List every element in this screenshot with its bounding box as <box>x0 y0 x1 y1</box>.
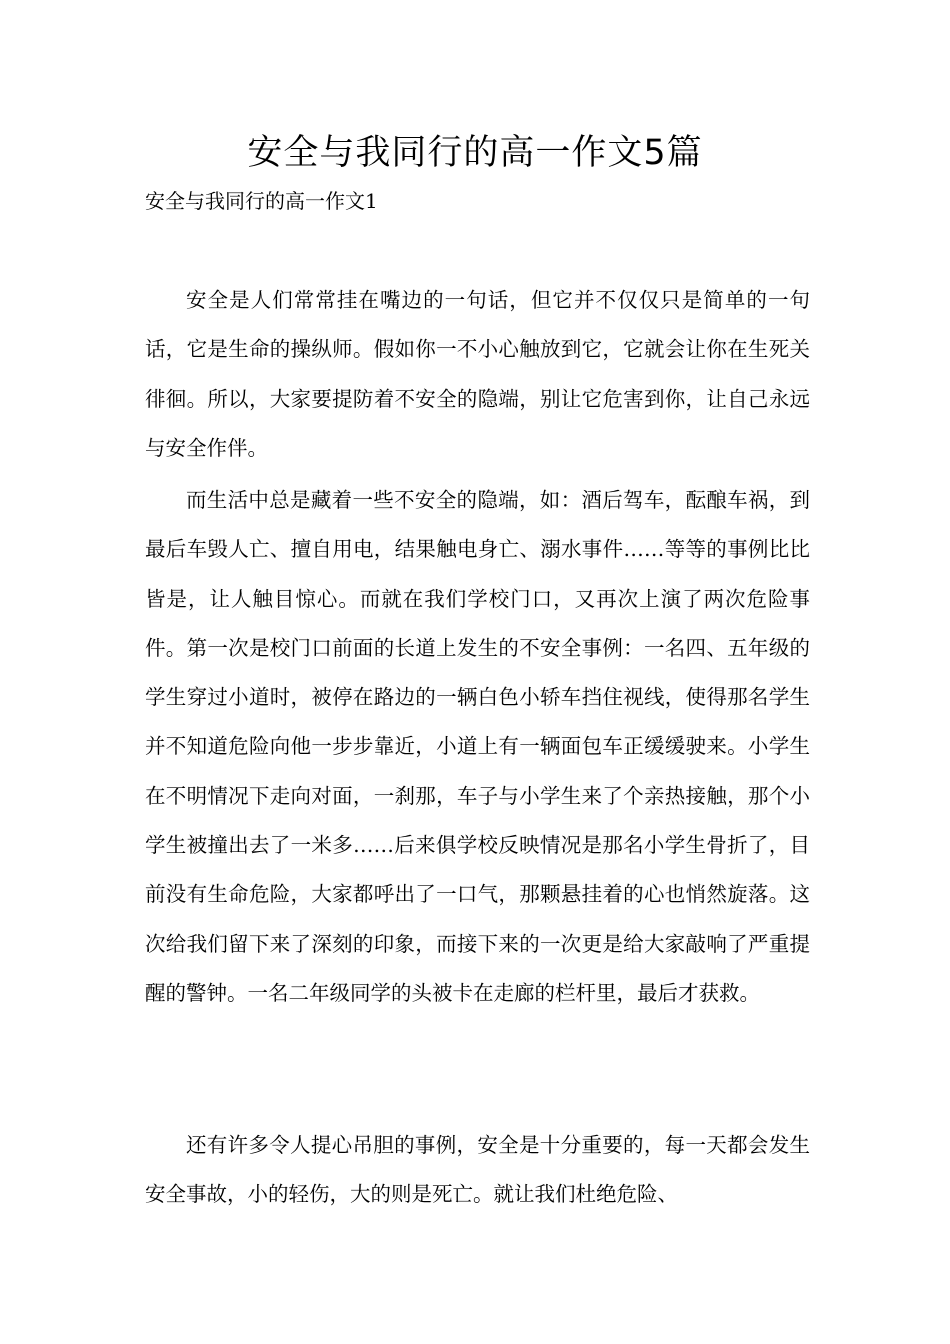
paragraph-2: 而生活中总是藏着一些不安全的隐端，如：酒后驾车，酝酿车祸，到最后车毁人亡、擅自用电，结果触电身亡、溺水事件……等等的事例比比皆是，让人触目惊心。而就在我们学校门口，又再次上演了两次危险事件。第一次是校门口前面的长道上发生的不安全事例：一名四、五年级的学生穿过小道时，被停在路边的一辆白色小轿车挡住视线，使得那名学生并不知道危险向他一步步靠近，小道上有一辆面包车正缓缓驶来。小学生在不明情况下走向对面，一刹那，车子与小学生来了个亲热接触，那个小学生被撞出去了一米多……后来俱学校反映情况是那名小学生骨折了，目前没有生命危险，大家都呼出了一口气，那颗悬挂着的心也悄然旋落。这次给我们留下来了深刻的印象，而接下来的一次更是给大家敲响了严重提醒的警钟。一名二年级同学的头被卡在走廊的栏杆里，最后才获救。 <box>145 488 810 1005</box>
paragraph-1: 安全是人们常常挂在嘴边的一句话，但它并不仅仅只是简单的一句话，它是生命的操纵师。假如你一不小心触放到它，它就会让你在生死关徘徊。所以，大家要提防着不安全的隐端，别让它危害到你，让自己永远与安全作伴。 <box>145 288 810 460</box>
paragraph-3: 还有许多令人提心吊胆的事例，安全是十分重要的，每一天都会发生安全事故，小的轻伤，大的则是死亡。就让我们杜绝危险、 <box>145 1133 810 1207</box>
document-title: 安全与我同行的高一作文5篇 <box>247 133 703 173</box>
section-heading: 安全与我同行的高一作文1 <box>145 189 378 213</box>
